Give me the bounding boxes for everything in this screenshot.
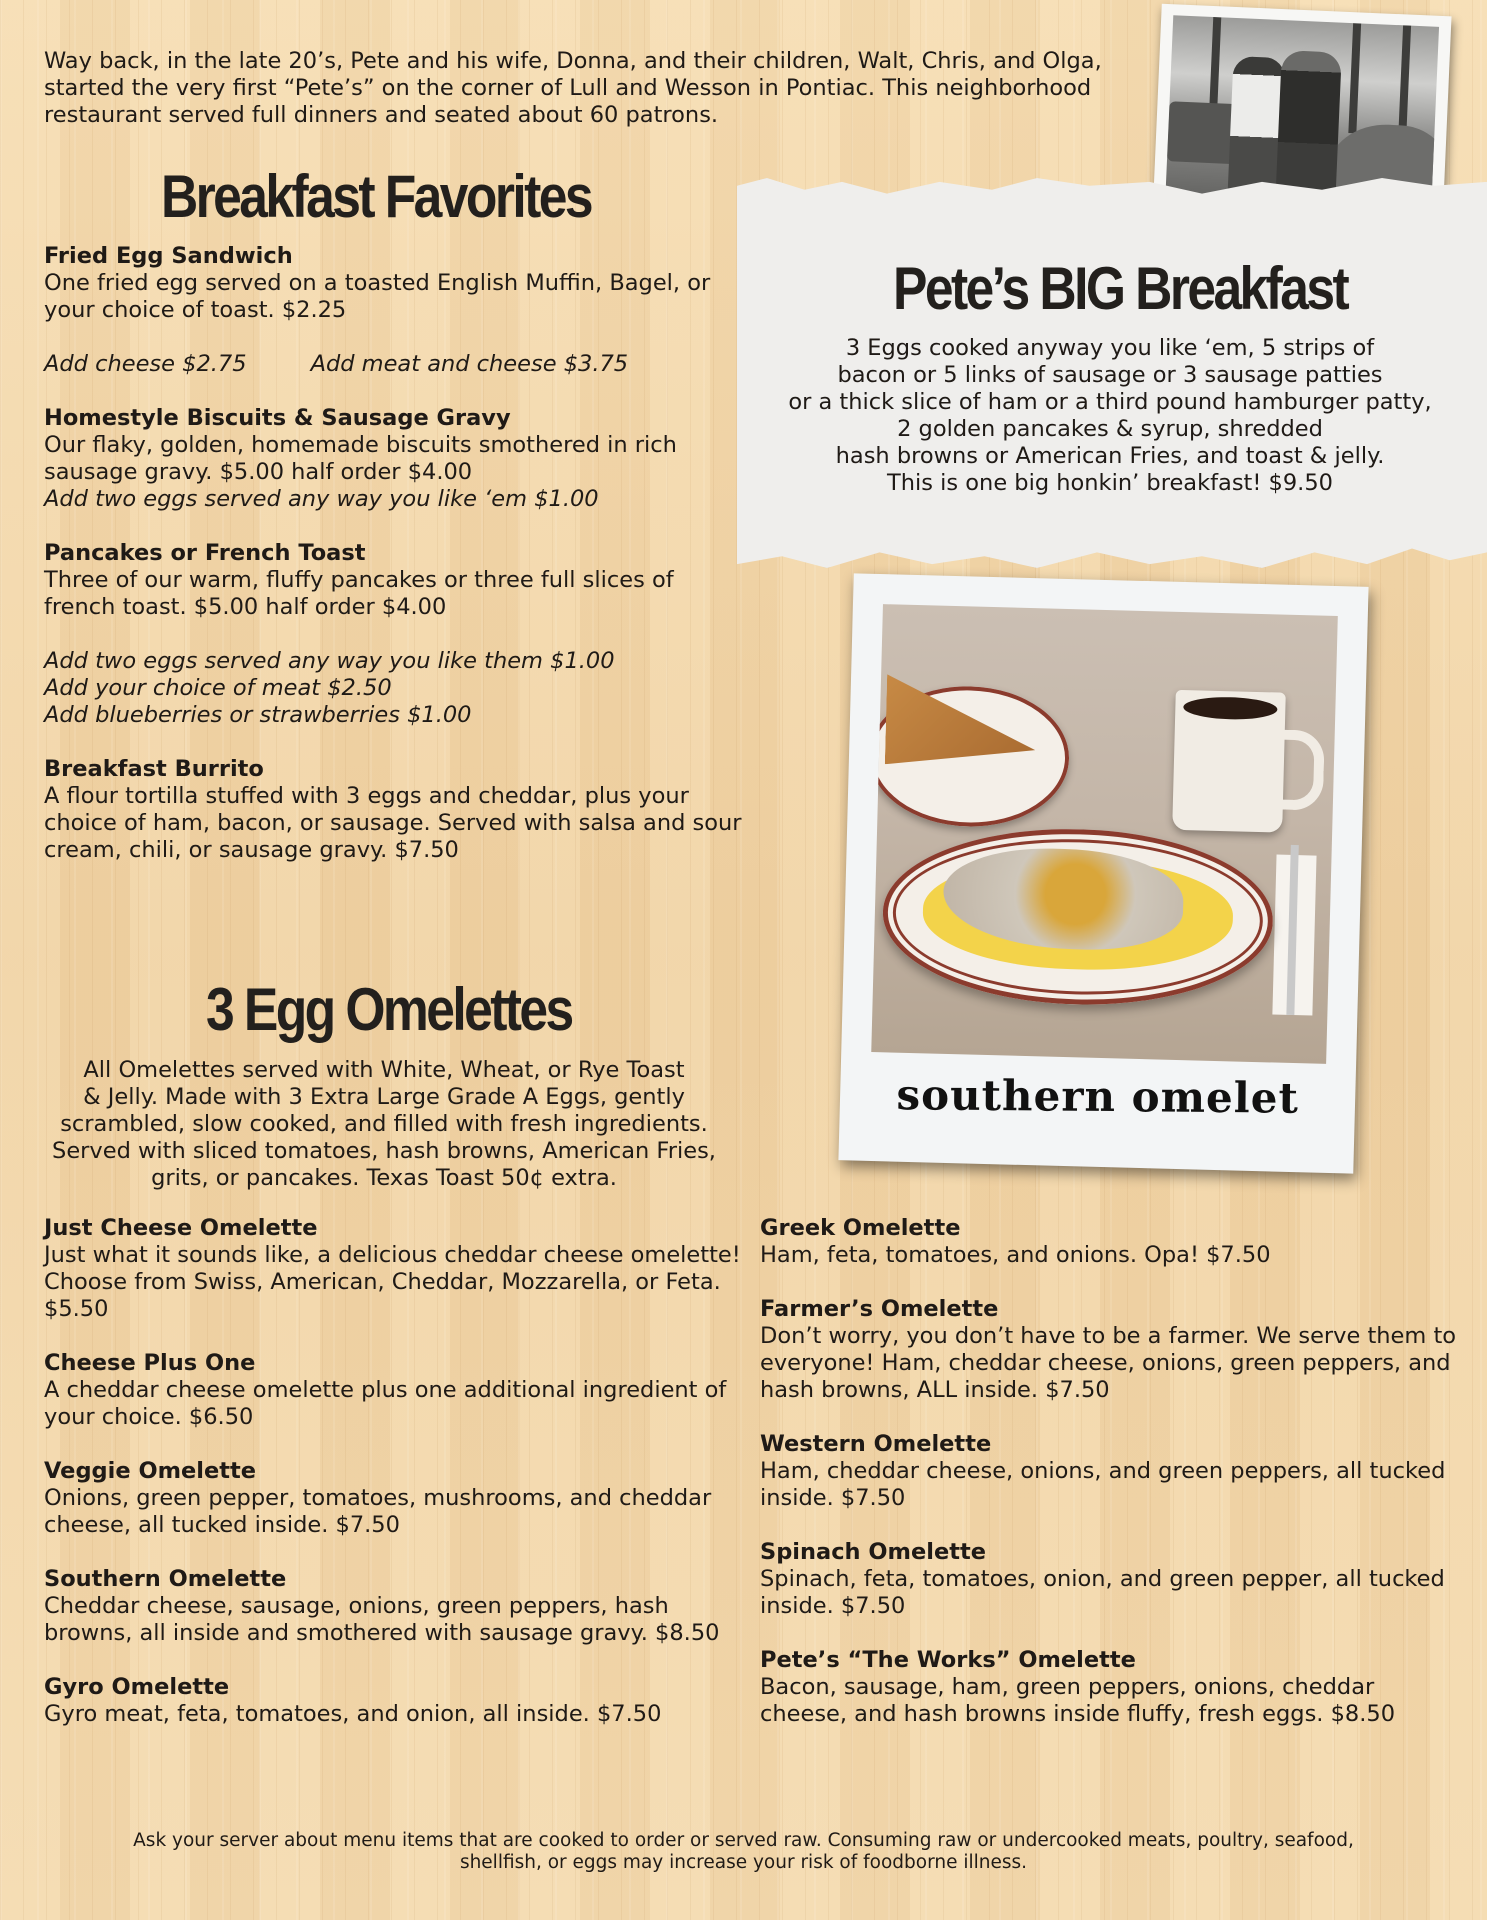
big-breakfast-line: bacon or 5 links of sausage or 3 sausage patties <box>837 362 1383 388</box>
item-name: Western Omelette <box>760 1431 992 1457</box>
omelettes-heading: 3 Egg Omelettes <box>206 976 572 1043</box>
omelettes-right-column <box>760 1215 1460 1755</box>
intro-line: started the very first “Pete’s” on the corner of Lull and Wesson in Pontiac. This neighborhood <box>44 75 1092 101</box>
pancake-addons <box>44 648 744 729</box>
menu-item <box>44 756 744 864</box>
menu-item <box>44 243 744 324</box>
menu-item <box>760 1215 1460 1269</box>
item-name: Fried Egg Sandwich <box>44 243 293 269</box>
big-breakfast-line: This is one big honkin’ breakfast! $9.50 <box>887 470 1333 496</box>
omelettes-intro-line: grits, or pancakes. Texas Toast 50¢ extra. <box>151 1165 617 1191</box>
item-name: Farmer’s Omelette <box>760 1296 999 1322</box>
omelettes-intro <box>44 1057 724 1192</box>
omelet-polaroid <box>838 573 1368 1173</box>
menu-item <box>44 540 744 621</box>
item-desc: Three of our warm, fluffy pancakes or three full slices of french toast. $5.00 half order $4.00 <box>44 567 674 620</box>
addon-meat-cheese: Add meat and cheese $3.75 <box>310 351 629 377</box>
item-desc: Bacon, sausage, ham, green peppers, onions, cheddar cheese, and hash browns inside fluffy, fresh eggs. $8.50 <box>760 1674 1396 1727</box>
intro-line: Way back, in the late 20’s, Pete and his wife, Donna, and their children, Walt, Chris, and Olga, <box>44 48 1102 74</box>
item-desc: Gyro meat, feta, tomatoes, and onion, all inside. $7.50 <box>44 1701 662 1727</box>
omelettes-intro-line: All Omelettes served with White, Wheat, or Rye Toast <box>83 1057 685 1083</box>
menu-item <box>44 1458 744 1539</box>
item-name: Veggie Omelette <box>44 1458 257 1484</box>
disclaimer-line: Ask your server about menu items that are cooked to order or served raw. Consuming raw or undercooked meats, poultry, seafood, <box>133 1830 1354 1851</box>
item-name: Pete’s “The Works” Omelette <box>760 1647 1136 1673</box>
big-breakfast-line: 2 golden pancakes & syrup, shredded <box>897 416 1323 442</box>
menu-item <box>760 1296 1460 1404</box>
photo-caption: southern omelet <box>896 1070 1300 1123</box>
item-addon: Add two eggs served any way you like ‘em $1.00 <box>44 486 599 512</box>
item-desc: Ham, feta, tomatoes, and onions. Opa! $7.50 <box>760 1242 1271 1268</box>
intro-paragraph <box>44 48 1124 129</box>
item-name: Just Cheese Omelette <box>44 1215 318 1241</box>
breakfast-heading: Breakfast Favorites <box>161 163 591 230</box>
big-breakfast-line: or a thick slice of ham or a third pound hamburger patty, <box>788 389 1432 415</box>
item-desc: Cheddar cheese, sausage, onions, green peppers, hash browns, all inside and smothered with sausage gravy. $8.50 <box>44 1593 720 1646</box>
menu-item <box>44 1674 744 1728</box>
item-name: Breakfast Burrito <box>44 756 264 782</box>
omelettes-intro-line: Served with sliced tomatoes, hash browns, American Fries, <box>52 1138 716 1164</box>
big-breakfast-line: 3 Eggs cooked anyway you like ‘em, 5 strips of <box>845 335 1375 361</box>
item-desc: One fried egg served on a toasted English Muffin, Bagel, or your choice of toast. $2.25 <box>44 270 711 323</box>
omelet-photo <box>871 604 1338 1064</box>
intro-line: restaurant served full dinners and seated about 60 patrons. <box>44 102 719 128</box>
item-desc: Just what it sounds like, a delicious cheddar cheese omelette! Choose from Swiss, American, Cheddar, Mozzarella, or Feta. $5.50 <box>44 1242 741 1322</box>
addon-cheese: Add cheese $2.75 <box>44 351 247 377</box>
menu-item <box>760 1647 1460 1728</box>
item-desc: A flour tortilla stuffed with 3 eggs and cheddar, plus your choice of ham, bacon, or sausage. Served with salsa and sour cream, chili, or sausage gravy. $7.50 <box>44 783 742 863</box>
menu-item <box>760 1431 1460 1512</box>
menu-item <box>760 1539 1460 1620</box>
item-addon: Add your choice of meat $2.50 <box>44 675 392 701</box>
item-name: Pancakes or French Toast <box>44 540 366 566</box>
item-desc: A cheddar cheese omelette plus one additional ingredient of your choice. $6.50 <box>44 1377 727 1430</box>
big-breakfast-description <box>750 335 1470 497</box>
item-desc: Onions, green pepper, tomatoes, mushrooms, and cheddar cheese, all tucked inside. $7.50 <box>44 1485 712 1538</box>
item-addon: Add blueberries or strawberries $1.00 <box>44 702 472 728</box>
disclaimer-line: shellfish, or eggs may increase your risk of foodborne illness. <box>459 1852 1028 1873</box>
omelettes-intro-line: & Jelly. Made with 3 Extra Large Grade A Eggs, gently <box>83 1084 685 1110</box>
item-desc: Don’t worry, you don’t have to be a farmer. We serve them to everyone! Ham, cheddar cheese, onions, green peppers, and hash browns, ALL inside. $7.50 <box>760 1323 1457 1403</box>
item-desc: Ham, cheddar cheese, onions, and green peppers, all tucked inside. $7.50 <box>760 1458 1446 1511</box>
item-name: Gyro Omelette <box>44 1674 230 1700</box>
big-breakfast-line: hash browns or American Fries, and toast & jelly. <box>835 443 1385 469</box>
omelettes-intro-line: scrambled, slow cooked, and filled with fresh ingredients. <box>60 1111 708 1137</box>
menu-item <box>44 405 744 513</box>
menu-item <box>44 1566 744 1647</box>
item-desc: Spinach, feta, tomatoes, onion, and green pepper, all tucked inside. $7.50 <box>760 1566 1445 1619</box>
food-safety-disclaimer <box>60 1830 1427 1874</box>
item-desc: Our flaky, golden, homemade biscuits smothered in rich sausage gravy. $5.00 half order $4.00 <box>44 432 677 485</box>
breakfast-list <box>44 243 744 891</box>
menu-item <box>44 1215 744 1323</box>
item-addon: Add two eggs served any way you like them $1.00 <box>44 648 615 674</box>
item-name: Cheese Plus One <box>44 1350 256 1376</box>
item-name: Southern Omelette <box>44 1566 287 1592</box>
big-breakfast-heading: Pete’s BIG Breakfast <box>893 255 1348 322</box>
menu-item <box>44 1350 744 1431</box>
omelettes-left-column <box>44 1215 744 1755</box>
item-name: Greek Omelette <box>760 1215 961 1241</box>
item-name: Homestyle Biscuits & Sausage Gravy <box>44 405 511 431</box>
item-name: Spinach Omelette <box>760 1539 986 1565</box>
sandwich-addons <box>44 351 744 378</box>
